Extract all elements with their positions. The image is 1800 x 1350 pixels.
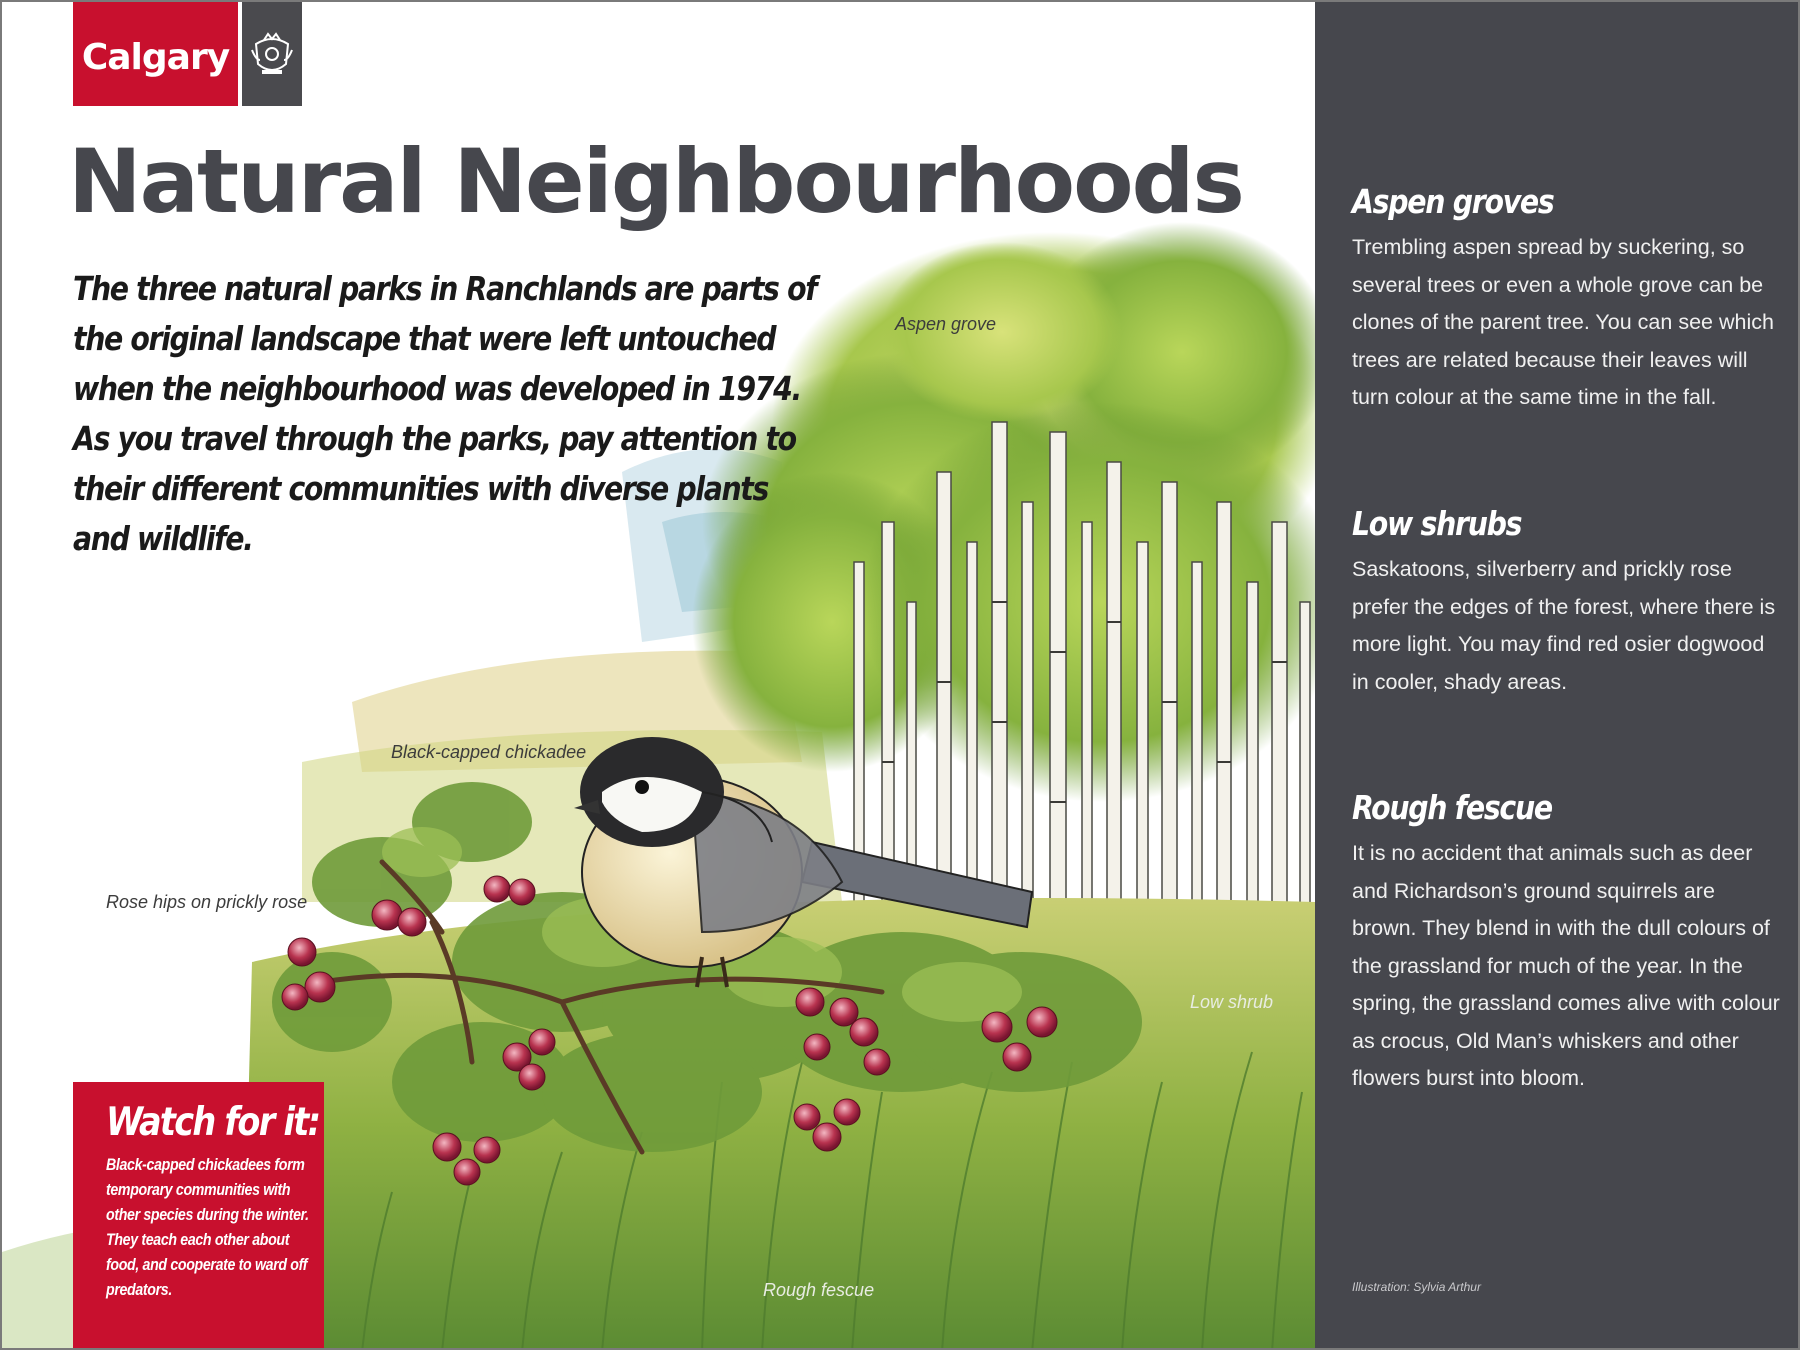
section-heading: Low shrubs bbox=[1352, 504, 1522, 543]
section-body: Trembling aspen spread by suckering, so several trees or even a whole grove can be clones of the parent tree. You can see which trees are related because their leaves will turn colour at the same time in the fall. bbox=[1352, 235, 1774, 409]
illustration-credit: Illustration: Sylvia Arthur bbox=[1352, 1280, 1481, 1294]
logo-wordmark: Calgary bbox=[73, 2, 238, 106]
section-low-shrubs bbox=[1352, 504, 1782, 701]
calgary-logo bbox=[73, 2, 302, 106]
watch-for-it-box bbox=[73, 1082, 324, 1350]
city-crest-icon bbox=[242, 2, 302, 106]
section-rough-fescue bbox=[1352, 788, 1782, 1098]
section-heading: Aspen groves bbox=[1352, 182, 1554, 221]
label-chickadee: Black-capped chickadee bbox=[391, 742, 587, 762]
label-low-shrub: Low shrub bbox=[1190, 992, 1274, 1012]
section-body: It is no accident that animals such as deer and Richardson’s ground squirrels are brown. They blend in with the dull colours of the grassland for much of the year. In the spring, the grassland comes alive with colour as crocus, Old Man’s whiskers and other flowers burst into bloom. bbox=[1352, 841, 1780, 1090]
section-heading: Rough fescue bbox=[1352, 788, 1552, 827]
watch-title: Watch for it: bbox=[106, 1100, 320, 1145]
label-aspen-grove: Aspen grove bbox=[895, 314, 997, 334]
label-rough-fescue: Rough fescue bbox=[763, 1280, 875, 1300]
watch-body: Black-capped chickadees form temporary communities with other species during the winter. They teach each other about food, and cooperate to ward off predators. bbox=[106, 1156, 309, 1299]
info-panel bbox=[1315, 2, 1800, 1350]
intro-text: The three natural parks in Ranchlands are parts of the original landscape that were left untouched when the neighbourhood was developed in 1974. As you travel through the parks, pay attention to their different communities with diverse plants and wildlife. bbox=[73, 269, 817, 558]
illustrated-area bbox=[2, 2, 1315, 1350]
page-title: Natural Neighbourhoods bbox=[68, 130, 1243, 233]
section-body: Saskatoons, silverberry and prickly rose prefer the edges of the forest, where there is more light. You may find red osier dogwood in cooler, shady areas. bbox=[1352, 557, 1776, 694]
label-rose-hips: Rose hips on prickly rose bbox=[106, 892, 308, 912]
section-aspen-groves bbox=[1352, 182, 1782, 417]
